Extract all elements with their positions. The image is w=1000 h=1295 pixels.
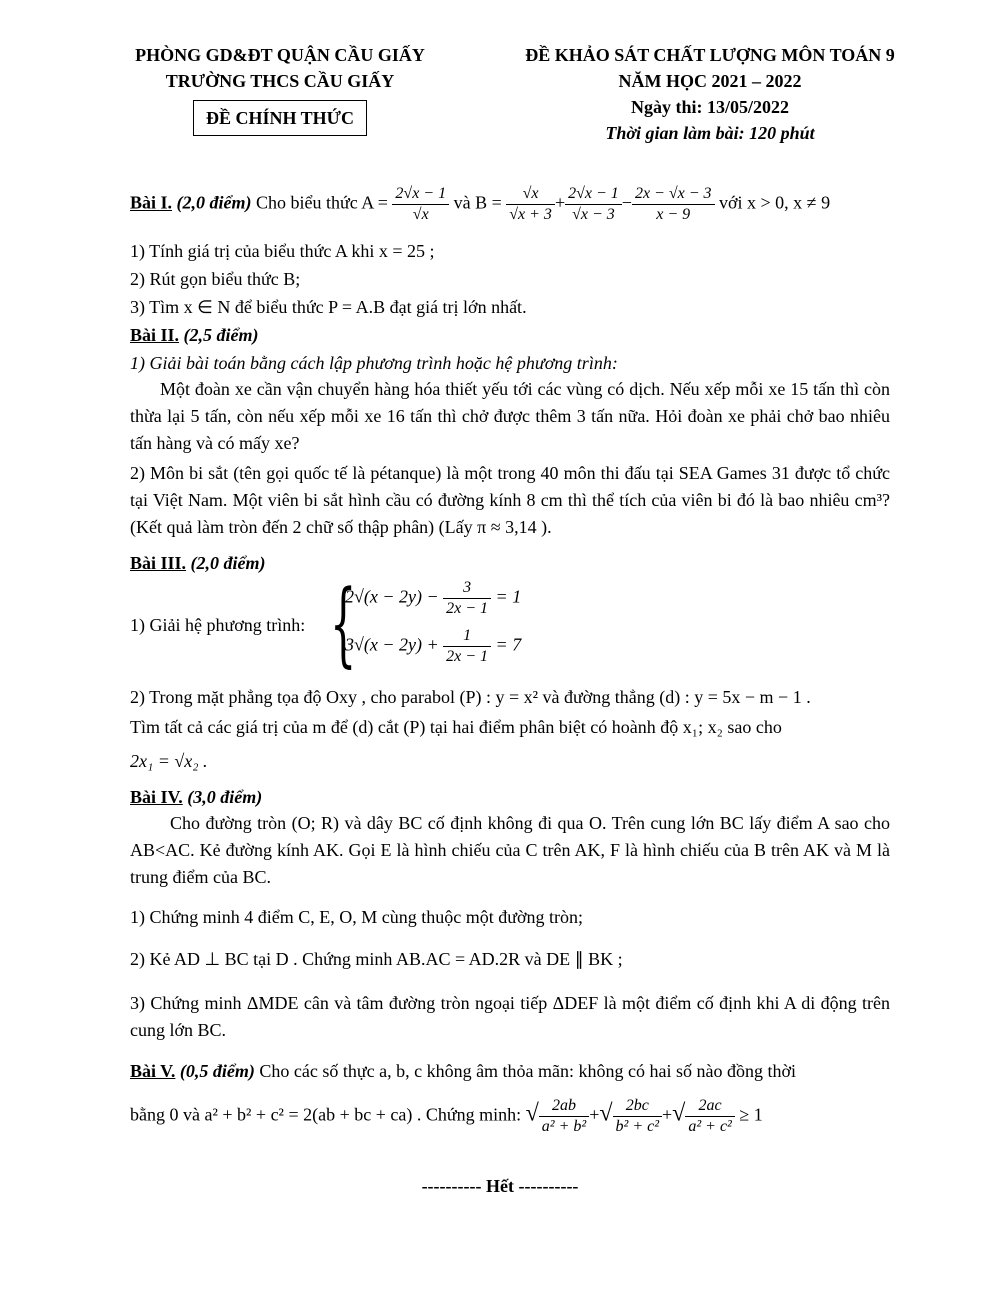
bai3-q2-line3: 2x₁ = √x₂ . [130,751,208,771]
bai1-condition: với x > 0, x ≠ 9 [719,192,831,213]
bai2-heading [130,322,890,348]
expr-b-term3: $\frac{2x - √x - 3}{x - 9}$ [632,184,715,225]
ineq-term1: $\frac{2ab}{\text{a² + b²}}$ [539,1096,589,1137]
bai2-points: (2,5 điểm) [183,325,259,345]
expr-b-term2: $\frac{2√x - 1}{√x - 3}$ [565,184,622,225]
bai4-title: Bài IV. [130,787,183,807]
exam-title: ĐỀ KHẢO SÁT CHẤT LƯỢNG MÔN TOÁN 9 [525,45,895,65]
system-brace: { [330,570,357,677]
bai5-line1 [130,1058,890,1084]
bai4-points: (3,0 điểm) [187,787,263,807]
school-name: TRƯỜNG THCS CẦU GIẤY [165,71,395,91]
bai3-q2-line1: 2) Trong mặt phẳng tọa độ Oxy , cho parabol (P) : y = x² và đường thẳng (d) : y = 5x − m − 1 . [130,687,811,707]
school-year: NĂM HỌC 2021 – 2022 [618,71,802,91]
bai2-q1-label: 1) Giải bài toán bằng cách lập phương trình hoặc hệ phương trình: [130,353,618,373]
bai5-title: Bài V. [130,1061,176,1081]
exam-date: Ngày thi: 13/05/2022 [630,97,789,117]
bai1-q2: 2) Rút gọn biểu thức B; [130,269,301,289]
bai3-q1: 1) Giải hệ phương trình: [130,615,306,635]
equation-1: 2√(x − 2y) − $\frac{3}{2x - 1}$ = 1 [345,579,522,617]
bai3-q2-line2: Tìm tất cả các giá trị của m để (d) cắt (P) tại hai điểm phân biệt có hoành độ x₁; x₂ sao cho [130,717,782,737]
school-header [100,42,460,136]
bai1-q3: 3) Tìm x ∈ N để biểu thức P = A.B đạt giá trị lớn nhất. [130,297,527,317]
bai5-condition: bằng 0 và a² + b² + c² = 2(ab + bc + ca) . Chứng minh: [130,1104,522,1125]
bai2-q2-text: 2) Môn bi sắt (tên gọi quốc tế là pétanque) là một trong 40 môn thi đấu tại SEA Games 31 được tổ chức tại Việt Nam. Một viên bi sắt hình cầu có đường kính 8 cm thì thể tích của viên bi đó là bao nhiêu cm³? (Kết quả làm tròn đến 2 chữ số thập phân) (Lấy π ≈ 3,14 ). [130,463,890,537]
bai4-q1: 1) Chứng minh 4 điểm C, E, O, M cùng thuộc một đường tròn; [130,907,584,927]
bai4-q2: 2) Kẻ AD ⊥ BC tại D . Chứng minh AB.AC = AD.2R và DE ∥ BK ; [130,949,623,969]
bai5-points: (0,5 điểm) [179,1061,255,1081]
bai2-title: Bài II. [130,325,180,345]
ineq-rhs: ≥ 1 [739,1104,763,1125]
bai1-statement: Bài I. (2,0 điểm) Cho biểu thức A = $\frac{2√x - 1}{√x}$ và B = $\frac{√x}{√x + 3}$ + $\frac{2√x - 1}{√x - 3}$ − $\frac{2x - √x - 3}{x - 9}$ với x > 0, x ≠ 9 [130,185,831,223]
bai3-heading [130,550,890,576]
bai3-points: (2,0 điểm) [190,553,266,573]
equation-2: 3√(x − 2y) + $\frac{1}{2x - 1}$ = 7 [345,627,522,665]
ineq-term2: $\frac{2bc}{\text{b² + c²}}$ [613,1096,663,1137]
ineq-term3: $\frac{2ac}{\text{a² + c²}}$ [685,1096,735,1137]
expr-b-term1: $\frac{√x}{√x + 3}$ [506,184,555,225]
bai1-q1: 1) Tính giá trị của biểu thức A khi x = 25 ; [130,241,435,261]
bai5-line2: bằng 0 và a² + b² + c² = 2(ab + bc + ca) . Chứng minh: √ $\frac{2ab}{\text{a² + b²}}$ +√ $\frac{2bc}{\text{b² + c²}}$ +√ $\frac{2ac}{\text{a² + c²}}$ ≥ 1 [130,1097,763,1135]
end-marker: ---------- Hết ---------- [421,1176,579,1196]
exam-duration: Thời gian làm bài: 120 phút [605,123,815,143]
bai3-title: Bài III. [130,553,187,573]
department-name: PHÒNG GD&ĐT QUẬN CẦU GIẤY [135,45,425,65]
bai1-and-b: và B = [453,192,502,213]
expr-a: $\frac{2√x - 1}{√x}$ [392,184,449,225]
bai1-title: Bài I. [130,192,173,213]
official-exam-badge: ĐỀ CHÍNH THỨC [193,100,367,136]
bai1-intro: Cho biểu thức A = [256,192,388,213]
bai4-heading [130,784,890,810]
bai4-q3: 3) Chứng minh ΔMDE cân và tâm đường tròn ngoại tiếp ΔDEF là một điểm cố định khi A di động trên cung lớn BC. [130,993,890,1040]
equation-system [335,578,535,674]
bai2-q1-text: Một đoàn xe cần vận chuyển hàng hóa thiết yếu tới các vùng có dịch. Nếu xếp mỗi xe 15 tấn thì còn thừa lại 5 tấn, còn nếu xếp mỗi xe 16 tấn thì chở được thêm 3 tấn nữa. Hỏi đoàn xe phải chở bao nhiêu tấn hàng và có mấy xe? [130,379,890,453]
bai1-points: (2,0 điểm) [176,192,252,213]
bai4-intro: Cho đường tròn (O; R) và dây BC cố định không đi qua O. Trên cung lớn BC lấy điểm A sao cho AB<AC. Kẻ đường kính AK. Gọi E là hình chiếu của C trên AK, F là hình chiếu của B trên AK và M là trung điểm của BC. [130,813,890,887]
bai5-text: Cho các số thực a, b, c không âm thỏa mãn: không có hai số nào đồng thời [259,1061,797,1081]
exam-header [490,42,930,146]
